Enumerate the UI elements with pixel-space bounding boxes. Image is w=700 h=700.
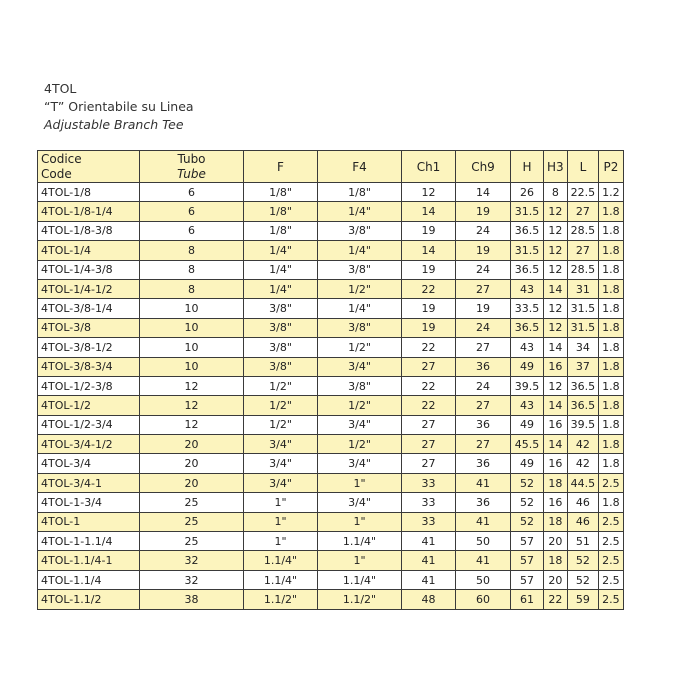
cell-code: 4TOL-1/2-3/8 <box>38 376 140 395</box>
cell-ch1: 41 <box>402 551 456 570</box>
table-row <box>38 221 624 240</box>
cell-ch9: 24 <box>456 318 511 337</box>
cell-tube: 10 <box>140 299 244 318</box>
cell-h3: 14 <box>544 338 568 357</box>
cell-code: 4TOL-1/4-1/2 <box>38 279 140 298</box>
cell-f4: 1/2" <box>318 338 402 357</box>
cell-f4: 3/4" <box>318 454 402 473</box>
cell-ch1: 41 <box>402 570 456 589</box>
cell-tube: 10 <box>140 318 244 337</box>
cell-p2: 1.8 <box>599 299 624 318</box>
cell-l: 42 <box>567 454 599 473</box>
cell-ch9: 24 <box>456 376 511 395</box>
cell-tube: 6 <box>140 202 244 221</box>
cell-h3: 16 <box>544 415 568 434</box>
cell-tube: 38 <box>140 590 244 609</box>
cell-f4: 1.1/4" <box>318 570 402 589</box>
cell-code: 4TOL-3/8 <box>38 318 140 337</box>
col-header-f: F <box>244 151 318 183</box>
col-header-tube <box>140 151 244 183</box>
cell-tube: 8 <box>140 260 244 279</box>
cell-ch1: 19 <box>402 260 456 279</box>
cell-h3: 12 <box>544 318 568 337</box>
table-row <box>38 570 624 589</box>
table-header-row <box>38 151 624 183</box>
cell-f: 3/8" <box>244 318 318 337</box>
cell-h3: 14 <box>544 279 568 298</box>
cell-l: 39.5 <box>567 415 599 434</box>
cell-f4: 1" <box>318 551 402 570</box>
cell-ch9: 60 <box>456 590 511 609</box>
col-header-code-label: Code <box>41 166 72 181</box>
cell-p2: 2.5 <box>599 590 624 609</box>
cell-l: 28.5 <box>567 260 599 279</box>
cell-ch1: 22 <box>402 338 456 357</box>
cell-h3: 12 <box>544 260 568 279</box>
cell-f4: 3/8" <box>318 376 402 395</box>
cell-f: 1.1/4" <box>244 570 318 589</box>
cell-h: 31.5 <box>511 202 544 221</box>
cell-ch9: 50 <box>456 532 511 551</box>
cell-tube: 25 <box>140 532 244 551</box>
cell-f: 1" <box>244 532 318 551</box>
cell-f: 1/4" <box>244 241 318 260</box>
cell-l: 36.5 <box>567 396 599 415</box>
cell-tube: 12 <box>140 415 244 434</box>
cell-tube: 25 <box>140 512 244 531</box>
cell-h: 39.5 <box>511 376 544 395</box>
cell-ch9: 24 <box>456 260 511 279</box>
cell-h3: 14 <box>544 396 568 415</box>
cell-ch9: 41 <box>456 473 511 492</box>
cell-ch1: 27 <box>402 435 456 454</box>
cell-ch9: 36 <box>456 493 511 512</box>
cell-p2: 1.8 <box>599 493 624 512</box>
cell-f: 1/2" <box>244 396 318 415</box>
cell-ch9: 19 <box>456 241 511 260</box>
cell-ch9: 50 <box>456 570 511 589</box>
cell-p2: 1.8 <box>599 396 624 415</box>
cell-f4: 1/8" <box>318 183 402 202</box>
cell-ch1: 19 <box>402 221 456 240</box>
cell-f4: 1" <box>318 473 402 492</box>
cell-tube: 8 <box>140 241 244 260</box>
cell-code: 4TOL-3/8-1/2 <box>38 338 140 357</box>
cell-f: 3/4" <box>244 435 318 454</box>
table-row <box>38 376 624 395</box>
cell-ch1: 22 <box>402 279 456 298</box>
cell-f: 1/8" <box>244 221 318 240</box>
cell-h3: 12 <box>544 241 568 260</box>
cell-h3: 18 <box>544 512 568 531</box>
table-row <box>38 551 624 570</box>
cell-code: 4TOL-1-1.1/4 <box>38 532 140 551</box>
cell-f: 1/8" <box>244 183 318 202</box>
cell-l: 36.5 <box>567 376 599 395</box>
cell-h: 57 <box>511 551 544 570</box>
cell-f: 1.1/4" <box>244 551 318 570</box>
cell-p2: 1.8 <box>599 279 624 298</box>
cell-ch1: 19 <box>402 299 456 318</box>
spec-table-body <box>38 183 624 610</box>
cell-p2: 2.5 <box>599 473 624 492</box>
cell-code: 4TOL-1/8-1/4 <box>38 202 140 221</box>
cell-ch9: 41 <box>456 551 511 570</box>
table-row <box>38 473 624 492</box>
cell-ch1: 19 <box>402 318 456 337</box>
cell-tube: 20 <box>140 454 244 473</box>
cell-tube: 6 <box>140 221 244 240</box>
cell-ch1: 22 <box>402 396 456 415</box>
cell-p2: 1.8 <box>599 435 624 454</box>
cell-h: 61 <box>511 590 544 609</box>
cell-code: 4TOL-3/8-1/4 <box>38 299 140 318</box>
cell-ch9: 27 <box>456 435 511 454</box>
cell-h3: 20 <box>544 532 568 551</box>
cell-f: 1/4" <box>244 279 318 298</box>
cell-l: 31 <box>567 279 599 298</box>
cell-h: 33.5 <box>511 299 544 318</box>
cell-ch1: 33 <box>402 512 456 531</box>
cell-h3: 18 <box>544 551 568 570</box>
cell-l: 52 <box>567 551 599 570</box>
cell-ch9: 41 <box>456 512 511 531</box>
cell-f4: 3/4" <box>318 493 402 512</box>
cell-f: 3/8" <box>244 338 318 357</box>
table-row <box>38 279 624 298</box>
cell-ch9: 24 <box>456 221 511 240</box>
product-code: 4TOL <box>44 81 77 96</box>
col-header-codice-label: Codice <box>41 151 82 166</box>
cell-tube: 8 <box>140 279 244 298</box>
cell-h: 31.5 <box>511 241 544 260</box>
col-header-h: H <box>511 151 544 183</box>
cell-h3: 18 <box>544 473 568 492</box>
cell-tube: 12 <box>140 396 244 415</box>
cell-h: 49 <box>511 415 544 434</box>
col-header-h3: H3 <box>544 151 568 183</box>
cell-p2: 1.8 <box>599 454 624 473</box>
table-row <box>38 357 624 376</box>
cell-f4: 3/4" <box>318 357 402 376</box>
cell-h3: 22 <box>544 590 568 609</box>
cell-f: 1" <box>244 512 318 531</box>
cell-p2: 1.8 <box>599 260 624 279</box>
cell-l: 34 <box>567 338 599 357</box>
cell-code: 4TOL-1/2-3/4 <box>38 415 140 434</box>
cell-l: 59 <box>567 590 599 609</box>
cell-h: 43 <box>511 396 544 415</box>
cell-h: 43 <box>511 279 544 298</box>
cell-ch1: 27 <box>402 415 456 434</box>
cell-h: 36.5 <box>511 318 544 337</box>
cell-code: 4TOL-1.1/2 <box>38 590 140 609</box>
cell-tube: 20 <box>140 435 244 454</box>
cell-f4: 1/4" <box>318 202 402 221</box>
cell-l: 31.5 <box>567 318 599 337</box>
cell-ch1: 33 <box>402 493 456 512</box>
cell-f4: 1.1/4" <box>318 532 402 551</box>
title-italian: “T” Orientabile su Linea <box>44 99 194 114</box>
cell-h3: 20 <box>544 570 568 589</box>
cell-tube: 25 <box>140 493 244 512</box>
cell-code: 4TOL-1/4-3/8 <box>38 260 140 279</box>
cell-ch1: 27 <box>402 357 456 376</box>
cell-f: 1/2" <box>244 376 318 395</box>
cell-l: 51 <box>567 532 599 551</box>
cell-ch1: 12 <box>402 183 456 202</box>
cell-l: 28.5 <box>567 221 599 240</box>
cell-p2: 1.8 <box>599 318 624 337</box>
cell-h3: 16 <box>544 357 568 376</box>
cell-f: 1/2" <box>244 415 318 434</box>
cell-f: 3/4" <box>244 454 318 473</box>
cell-h: 52 <box>511 512 544 531</box>
cell-ch1: 22 <box>402 376 456 395</box>
cell-h3: 16 <box>544 454 568 473</box>
cell-f4: 1/4" <box>318 241 402 260</box>
cell-f: 1" <box>244 493 318 512</box>
table-row <box>38 532 624 551</box>
cell-p2: 1.2 <box>599 183 624 202</box>
cell-code: 4TOL-3/4-1/2 <box>38 435 140 454</box>
cell-l: 46 <box>567 493 599 512</box>
cell-tube: 10 <box>140 357 244 376</box>
cell-l: 27 <box>567 241 599 260</box>
cell-h: 57 <box>511 532 544 551</box>
cell-l: 52 <box>567 570 599 589</box>
cell-ch1: 14 <box>402 202 456 221</box>
cell-code: 4TOL-3/8-3/4 <box>38 357 140 376</box>
col-header-tube-label: Tube <box>177 166 206 181</box>
cell-ch1: 14 <box>402 241 456 260</box>
col-header-code <box>38 151 140 183</box>
cell-code: 4TOL-1/8-3/8 <box>38 221 140 240</box>
cell-tube: 20 <box>140 473 244 492</box>
cell-h: 57 <box>511 570 544 589</box>
cell-ch1: 33 <box>402 473 456 492</box>
cell-ch9: 27 <box>456 396 511 415</box>
cell-ch9: 36 <box>456 454 511 473</box>
cell-p2: 2.5 <box>599 532 624 551</box>
cell-h: 36.5 <box>511 221 544 240</box>
cell-h: 45.5 <box>511 435 544 454</box>
cell-h3: 12 <box>544 376 568 395</box>
cell-f4: 3/8" <box>318 318 402 337</box>
spec-table <box>37 150 624 610</box>
cell-l: 46 <box>567 512 599 531</box>
cell-l: 37 <box>567 357 599 376</box>
cell-f: 1.1/2" <box>244 590 318 609</box>
cell-ch1: 27 <box>402 454 456 473</box>
cell-h3: 14 <box>544 435 568 454</box>
cell-code: 4TOL-1/8 <box>38 183 140 202</box>
cell-f: 1/4" <box>244 260 318 279</box>
cell-h: 52 <box>511 493 544 512</box>
cell-ch9: 27 <box>456 279 511 298</box>
cell-code: 4TOL-1.1/4-1 <box>38 551 140 570</box>
cell-ch1: 48 <box>402 590 456 609</box>
cell-tube: 32 <box>140 551 244 570</box>
cell-l: 22.5 <box>567 183 599 202</box>
cell-l: 42 <box>567 435 599 454</box>
cell-p2: 1.8 <box>599 376 624 395</box>
cell-code: 4TOL-1 <box>38 512 140 531</box>
col-header-ch9: Ch9 <box>456 151 511 183</box>
table-row <box>38 241 624 260</box>
title-english: Adjustable Branch Tee <box>44 117 184 132</box>
cell-p2: 1.8 <box>599 415 624 434</box>
cell-tube: 6 <box>140 183 244 202</box>
cell-f4: 1" <box>318 512 402 531</box>
table-row <box>38 435 624 454</box>
table-row <box>38 318 624 337</box>
cell-f: 1/8" <box>244 202 318 221</box>
cell-f4: 1/4" <box>318 299 402 318</box>
cell-f: 3/4" <box>244 473 318 492</box>
col-header-l: L <box>567 151 599 183</box>
table-row <box>38 415 624 434</box>
cell-ch9: 19 <box>456 299 511 318</box>
cell-ch9: 27 <box>456 338 511 357</box>
cell-f4: 3/8" <box>318 260 402 279</box>
cell-h: 52 <box>511 473 544 492</box>
table-row <box>38 454 624 473</box>
table-row <box>38 202 624 221</box>
cell-p2: 1.8 <box>599 338 624 357</box>
cell-ch9: 36 <box>456 415 511 434</box>
cell-h3: 12 <box>544 299 568 318</box>
cell-code: 4TOL-1-3/4 <box>38 493 140 512</box>
col-header-f4: F4 <box>318 151 402 183</box>
cell-h3: 8 <box>544 183 568 202</box>
col-header-p2: P2 <box>599 151 624 183</box>
table-row <box>38 260 624 279</box>
table-row <box>38 396 624 415</box>
cell-h: 49 <box>511 357 544 376</box>
table-row <box>38 183 624 202</box>
cell-ch9: 36 <box>456 357 511 376</box>
cell-h: 43 <box>511 338 544 357</box>
cell-f4: 1/2" <box>318 435 402 454</box>
cell-p2: 1.8 <box>599 357 624 376</box>
cell-tube: 32 <box>140 570 244 589</box>
cell-tube: 10 <box>140 338 244 357</box>
cell-h: 26 <box>511 183 544 202</box>
cell-f: 3/8" <box>244 357 318 376</box>
cell-code: 4TOL-1/2 <box>38 396 140 415</box>
cell-code: 4TOL-3/4-1 <box>38 473 140 492</box>
cell-f4: 3/8" <box>318 221 402 240</box>
table-row <box>38 590 624 609</box>
cell-tube: 12 <box>140 376 244 395</box>
cell-h3: 16 <box>544 493 568 512</box>
cell-p2: 1.8 <box>599 221 624 240</box>
cell-l: 27 <box>567 202 599 221</box>
cell-ch9: 19 <box>456 202 511 221</box>
cell-code: 4TOL-1.1/4 <box>38 570 140 589</box>
cell-p2: 2.5 <box>599 570 624 589</box>
table-row <box>38 338 624 357</box>
cell-f4: 1/2" <box>318 279 402 298</box>
cell-ch9: 14 <box>456 183 511 202</box>
cell-h3: 12 <box>544 221 568 240</box>
title-block <box>44 80 194 134</box>
cell-f4: 3/4" <box>318 415 402 434</box>
cell-f: 3/8" <box>244 299 318 318</box>
table-row <box>38 512 624 531</box>
table-row <box>38 493 624 512</box>
cell-p2: 1.8 <box>599 241 624 260</box>
col-header-tubo-label: Tubo <box>177 151 206 166</box>
cell-h3: 12 <box>544 202 568 221</box>
cell-f4: 1/2" <box>318 396 402 415</box>
cell-l: 31.5 <box>567 299 599 318</box>
cell-h: 49 <box>511 454 544 473</box>
cell-code: 4TOL-1/4 <box>38 241 140 260</box>
cell-l: 44.5 <box>567 473 599 492</box>
cell-h: 36.5 <box>511 260 544 279</box>
table-row <box>38 299 624 318</box>
col-header-ch1: Ch1 <box>402 151 456 183</box>
cell-p2: 2.5 <box>599 512 624 531</box>
cell-f4: 1.1/2" <box>318 590 402 609</box>
cell-ch1: 41 <box>402 532 456 551</box>
cell-p2: 2.5 <box>599 551 624 570</box>
cell-p2: 1.8 <box>599 202 624 221</box>
cell-code: 4TOL-3/4 <box>38 454 140 473</box>
